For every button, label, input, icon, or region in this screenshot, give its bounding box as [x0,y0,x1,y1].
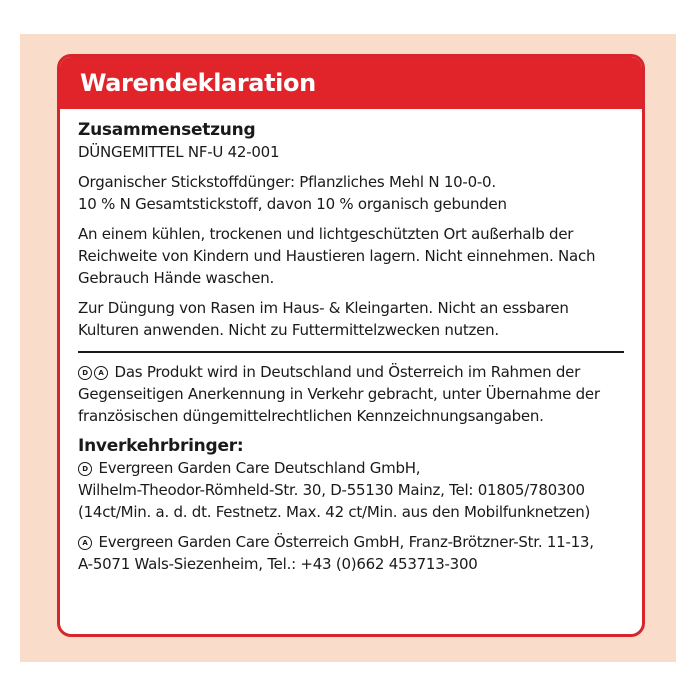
distributor-de-line [78,457,624,479]
composition-line: 10 % N Gesamtstickstoff, davon 10 % organisch gebunden [78,195,507,213]
country-d-badge-icon: D [78,462,92,476]
distributor-de-line: Wilhelm-Theodor-Römheld-Str. 30, D-55130 Mainz, Tel: 01805/780300 [78,481,585,499]
storage-line: An einem kühlen, trockenen und lichtgeschützten Ort außerhalb der [78,225,574,243]
composition-title: Zusammensetzung [78,120,256,140]
declaration-card [57,54,645,637]
header-title: Warendeklaration [80,69,316,97]
recognition-line: französischen düngemittelrechtlichen Kennzeichnungsangaben. [78,407,544,425]
storage-line: Reichweite von Kindern und Haustieren lagern. Nicht einnehmen. Nach [78,247,596,265]
section-divider [78,351,624,353]
recognition-line [78,361,624,383]
distributor-at-text: Evergreen Garden Care Österreich GmbH, Franz-Brötzner-Str. 11-13, [98,533,594,551]
usage-line: Zur Düngung von Rasen im Haus- & Kleingarten. Nicht an essbaren [78,299,569,317]
distributor-title: Inverkehrbringer: [78,436,244,456]
declaration-content [60,109,642,575]
recognition-line: Gegenseitigen Anerkennung in Verkehr gebracht, unter Übernahme der [78,385,600,403]
header-bar [60,57,642,109]
usage-line: Kulturen anwenden. Nicht zu Futtermittelzwecken nutzen. [78,321,499,339]
distributor-de-text: Evergreen Garden Care Deutschland GmbH, [98,459,421,477]
distributor-at-line [78,531,624,553]
distributor-at-line: A-5071 Wals-Siezenheim, Tel.: +43 (0)662 453713-300 [78,555,478,573]
recognition-text: Das Produkt wird in Deutschland und Österreich im Rahmen der [114,363,581,381]
country-a-badge-icon: A [94,366,108,380]
country-a-badge-icon: A [78,536,92,550]
composition-line: Organischer Stickstoffdünger: Pflanzliches Mehl N 10-0-0. [78,173,496,191]
storage-line: Gebrauch Hände waschen. [78,269,275,287]
distributor-de-line: (14ct/Min. a. d. dt. Festnetz. Max. 42 ct/Min. aus den Mobilfunknetzen) [78,503,591,521]
fertilizer-standard: DÜNGEMITTEL NF-U 42-001 [78,143,280,161]
country-d-badge-icon: D [78,366,92,380]
